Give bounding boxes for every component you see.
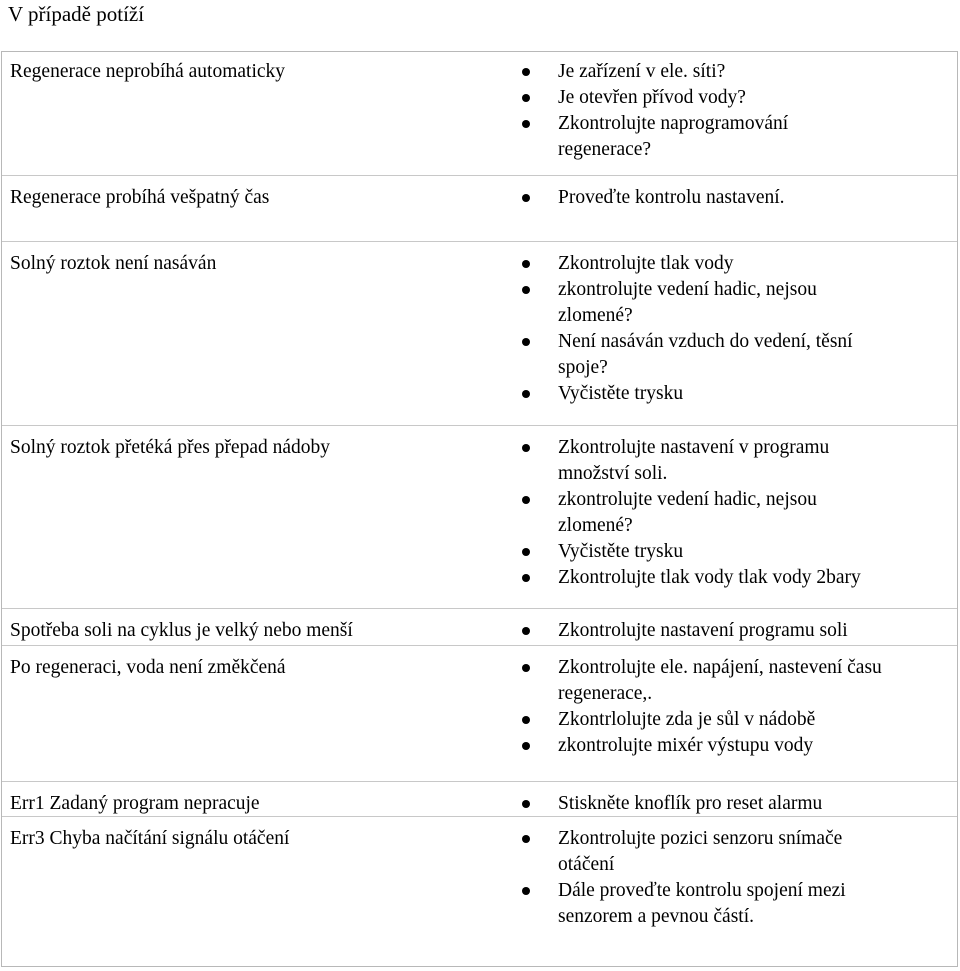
solution-item	[558, 381, 958, 407]
bullet-icon	[522, 68, 530, 76]
solution-text: zkontrolujte mixér výstupu vody	[558, 735, 814, 756]
bullet-icon	[522, 286, 530, 294]
problem-text: Spotřeba soli na cyklus je velký nebo menší	[10, 620, 353, 641]
solution-text: Zkontrolujte naprogramování regenerace?	[558, 113, 789, 160]
solution-text: Proveďte kontrolu nastavení.	[558, 187, 785, 208]
solution-text: Zkontrlolujte zda je sůl v nádobě	[558, 709, 816, 730]
row-divider	[2, 781, 957, 782]
solution-item	[558, 655, 958, 707]
solution-item	[558, 878, 958, 930]
bullet-icon	[522, 800, 530, 808]
solution-text: Stiskněte knoflík pro reset alarmu	[558, 793, 823, 814]
bullet-icon	[522, 390, 530, 398]
solution-text: zkontrolujte vedení hadic, nejsou zlomené?	[558, 279, 817, 326]
solution-text: Dále proveďte kontrolu spojení mezi senzorem a pevnou částí.	[558, 880, 846, 927]
bullet-icon	[522, 742, 530, 750]
solution-item	[558, 539, 958, 565]
row-divider	[2, 645, 957, 646]
solution-text: Zkontrolujte tlak vody	[558, 253, 734, 274]
solution-list	[558, 59, 958, 163]
page-title: V případě potíží	[8, 2, 145, 26]
solution-item	[558, 565, 958, 591]
solution-item	[558, 618, 958, 644]
solution-text: Vyčistěte trysku	[558, 383, 684, 404]
solution-list	[558, 655, 958, 759]
row-divider	[2, 175, 957, 176]
solution-item	[558, 487, 958, 539]
solution-item	[558, 111, 958, 163]
solution-list	[558, 435, 958, 591]
solution-list	[558, 251, 958, 407]
problem-text: Err3 Chyba načítání signálu otáčení	[10, 828, 290, 849]
bullet-icon	[522, 194, 530, 202]
bullet-icon	[522, 664, 530, 672]
solution-item	[558, 59, 958, 85]
problem-text: Po regeneraci, voda není změkčená	[10, 657, 286, 678]
bullet-icon	[522, 120, 530, 128]
solution-item	[558, 826, 958, 878]
solution-text: zkontrolujte vedení hadic, nejsou zlomené?	[558, 489, 817, 536]
solution-item	[558, 707, 958, 733]
solution-text: Není nasáván vzduch do vedení, těsní spoje?	[558, 331, 853, 378]
bullet-icon	[522, 887, 530, 895]
problem-text: Err1 Zadaný program nepracuje	[10, 793, 260, 814]
troubleshooting-table	[1, 51, 958, 967]
bullet-icon	[522, 338, 530, 346]
solution-item	[558, 277, 958, 329]
bullet-icon	[522, 260, 530, 268]
bullet-icon	[522, 716, 530, 724]
solution-text: Vyčistěte trysku	[558, 541, 684, 562]
problem-text: Solný roztok není nasáván	[10, 253, 217, 274]
bullet-icon	[522, 444, 530, 452]
solution-text: Je zařízení v ele. síti?	[558, 61, 726, 82]
solution-list	[558, 618, 958, 644]
solution-text: Zkontrolujte tlak vody tlak vody 2bary	[558, 567, 861, 588]
solution-item	[558, 251, 958, 277]
row-divider	[2, 425, 957, 426]
solution-item	[558, 329, 958, 381]
solution-item	[558, 85, 958, 111]
problem-text: Regenerace neprobíhá automaticky	[10, 61, 286, 82]
solution-item	[558, 435, 958, 487]
solution-text: Zkontrolujte nastavení v programu množství soli.	[558, 437, 830, 484]
solution-list	[558, 791, 958, 817]
problem-text: Regenerace probíhá vešpatný čas	[10, 187, 270, 208]
row-divider	[2, 608, 957, 609]
solution-text: Zkontrolujte pozici senzoru snímače otáčení	[558, 828, 843, 875]
bullet-icon	[522, 496, 530, 504]
solution-text: Zkontrolujte ele. napájení, nastevení času regenerace,.	[558, 657, 882, 704]
solution-item	[558, 733, 958, 759]
bullet-icon	[522, 574, 530, 582]
bullet-icon	[522, 835, 530, 843]
bullet-icon	[522, 627, 530, 635]
solution-list	[558, 826, 958, 930]
bullet-icon	[522, 548, 530, 556]
solution-list	[558, 185, 958, 211]
solution-text: Je otevřen přívod vody?	[558, 87, 746, 108]
problem-text: Solný roztok přetéká přes přepad nádoby	[10, 437, 331, 458]
solution-item	[558, 791, 958, 817]
bullet-icon	[522, 94, 530, 102]
solution-item	[558, 185, 958, 211]
row-divider	[2, 241, 957, 242]
solution-text: Zkontrolujte nastavení programu soli	[558, 620, 848, 641]
